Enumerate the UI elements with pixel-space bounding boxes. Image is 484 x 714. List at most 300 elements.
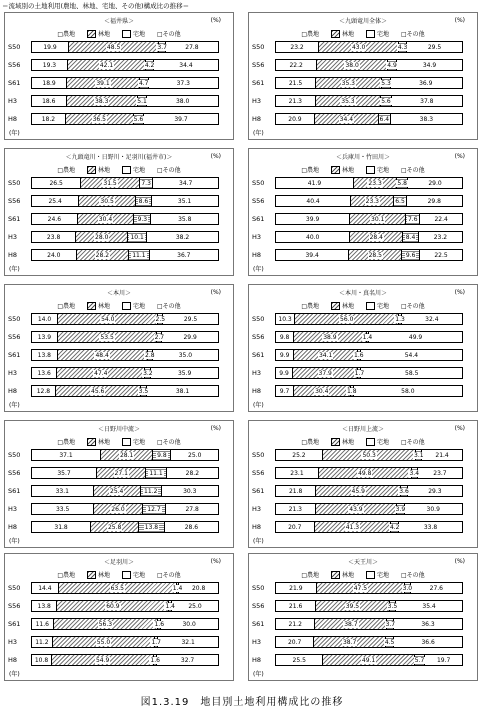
data-label: 13.8 xyxy=(144,523,159,531)
bar-segment-other xyxy=(408,178,462,188)
row-label: S61 xyxy=(252,215,265,223)
bar-segment-farm xyxy=(276,232,350,242)
data-label: 4.3 xyxy=(397,43,408,51)
data-label: 5.7 xyxy=(414,656,425,664)
data-label: 34.4 xyxy=(179,61,193,69)
legend-item xyxy=(122,301,145,310)
data-label: 38.1 xyxy=(175,387,190,395)
data-label: 36.3 xyxy=(421,620,435,628)
data-label: 18.6 xyxy=(42,97,56,105)
bar-segment-forest xyxy=(350,214,406,224)
data-label: 3.4 xyxy=(409,469,420,477)
data-label: 29.5 xyxy=(427,43,442,51)
chart-row xyxy=(5,485,233,497)
legend-label: □その他 xyxy=(401,31,425,38)
legend-item xyxy=(301,301,319,310)
bar-segment-farm xyxy=(32,522,91,532)
stacked-bar xyxy=(31,249,219,261)
data-label: 53.5 xyxy=(100,333,114,341)
legend-item xyxy=(366,165,389,174)
chart-row xyxy=(5,367,233,379)
chart-row xyxy=(5,231,233,243)
bar-segment-farm xyxy=(32,250,77,260)
data-label: 24.6 xyxy=(47,215,62,223)
chart-row xyxy=(249,521,477,533)
data-label: 1.4 xyxy=(362,333,373,341)
legend-label: 林地 xyxy=(97,572,110,579)
stacked-bar xyxy=(275,367,463,379)
bar-segment-other xyxy=(144,114,218,124)
chart-row xyxy=(249,349,477,361)
bar-segment-forest xyxy=(58,332,158,342)
legend-swatch xyxy=(331,571,340,579)
bar-segment-other xyxy=(161,619,217,629)
row-label: H8 xyxy=(252,115,262,123)
data-label: 43.9 xyxy=(349,505,363,513)
bar-segment-urban xyxy=(397,178,408,188)
bar-segment-other xyxy=(411,583,462,593)
bar-segment-other xyxy=(418,468,462,478)
bar-segment-urban xyxy=(129,250,150,260)
data-label: 54.9 xyxy=(95,656,110,664)
data-label: 29.9 xyxy=(183,333,197,341)
bar-segment-other xyxy=(171,450,218,460)
stacked-bar xyxy=(31,582,219,594)
bar-segment-farm xyxy=(32,350,58,360)
bar-segment-other xyxy=(149,78,218,88)
stacked-bar xyxy=(275,249,463,261)
data-label: 19.7 xyxy=(436,656,451,664)
bar-segment-other xyxy=(397,60,462,70)
data-label: 26.5 xyxy=(49,179,63,187)
chart-panel xyxy=(4,420,234,548)
bar-segment-urban xyxy=(406,214,420,224)
row-label: H8 xyxy=(8,115,18,123)
chart-row xyxy=(5,177,233,189)
data-label: 20.9 xyxy=(288,115,302,123)
unit-label: (%) xyxy=(454,425,465,432)
row-label: H3 xyxy=(8,369,18,377)
data-label: 37.8 xyxy=(420,97,434,105)
data-label: 54.0 xyxy=(101,315,115,323)
chart-legend xyxy=(5,165,233,174)
chart-row xyxy=(249,95,477,107)
chart-title: ＜本川・真名川＞ xyxy=(338,290,387,297)
chart-title: ＜日野川上流＞ xyxy=(341,426,384,433)
chart-row xyxy=(5,467,233,479)
bar-segment-farm xyxy=(276,250,349,260)
bar-segment-other xyxy=(392,96,462,106)
bar-segment-other xyxy=(396,601,462,611)
data-label: 36.6 xyxy=(421,638,435,646)
row-label: S56 xyxy=(8,469,21,477)
chart-row xyxy=(5,113,233,125)
stacked-bar xyxy=(275,521,463,533)
row-label: S56 xyxy=(8,197,21,205)
legend-label: □その他 xyxy=(401,303,425,310)
bar-segment-forest xyxy=(319,42,399,52)
bar-segment-farm xyxy=(276,450,323,460)
data-label: 9.8 xyxy=(157,451,167,459)
data-label: 4.9 xyxy=(387,61,397,69)
legend-label: 林地 xyxy=(97,439,110,446)
legend-label: □農地 xyxy=(57,572,75,579)
row-label: H3 xyxy=(252,233,262,241)
bar-segment-other xyxy=(391,78,460,88)
data-label: 33.5 xyxy=(55,505,70,513)
legend-item xyxy=(331,165,354,174)
legend-label: □その他 xyxy=(157,572,181,579)
row-label: S61 xyxy=(8,79,21,87)
bar-segment-other xyxy=(369,332,462,342)
legend-item xyxy=(57,301,75,310)
data-label: 8.4 xyxy=(405,233,416,241)
legend-item xyxy=(401,570,425,579)
legend-label: □農地 xyxy=(57,167,75,174)
data-label: 29.5 xyxy=(183,315,198,323)
data-label: 14.0 xyxy=(37,315,52,323)
x-axis-unit: (年) xyxy=(9,402,20,409)
data-label: 1.6 xyxy=(150,656,160,664)
row-label: H8 xyxy=(252,251,262,259)
bar-segment-urban xyxy=(146,60,154,70)
bar-segment-urban xyxy=(403,232,419,242)
data-label: 49.9 xyxy=(408,333,423,341)
x-axis-unit: (年) xyxy=(9,130,20,137)
legend-label: 宅地 xyxy=(133,31,146,38)
data-label: 12.7 xyxy=(147,505,161,513)
chart-row xyxy=(5,521,233,533)
stacked-bar xyxy=(31,195,219,207)
stacked-bar xyxy=(275,600,463,612)
chart-legend xyxy=(249,301,477,310)
row-label: S56 xyxy=(252,61,265,69)
chart-panel xyxy=(248,553,478,681)
data-label: 35.4 xyxy=(422,602,436,610)
legend-item xyxy=(122,570,145,579)
data-label: 4.2 xyxy=(144,61,155,69)
bar-segment-farm xyxy=(32,655,52,665)
bar-segment-urban xyxy=(397,504,404,514)
bar-segment-urban xyxy=(401,486,408,496)
bar-segment-urban xyxy=(139,522,165,532)
data-label: 3.0 xyxy=(402,584,413,592)
chart-legend xyxy=(249,437,477,446)
bar-segment-forest xyxy=(316,486,401,496)
bar-segment-forest xyxy=(323,450,417,460)
data-label: 11.2 xyxy=(144,487,158,495)
data-label: 58.0 xyxy=(401,387,415,395)
legend-label: □その他 xyxy=(157,31,181,38)
row-label: H3 xyxy=(8,638,18,646)
data-label: 3.5 xyxy=(138,387,149,395)
data-label: 38.3 xyxy=(419,115,434,123)
stacked-bar xyxy=(275,177,463,189)
legend-label: □農地 xyxy=(57,303,75,310)
data-label: 32.4 xyxy=(425,315,439,323)
row-label: S56 xyxy=(8,602,21,610)
data-label: 13.6 xyxy=(37,369,51,377)
legend-label: □その他 xyxy=(401,439,425,446)
legend-item xyxy=(157,301,181,310)
stacked-bar xyxy=(31,113,219,125)
bar-segment-other xyxy=(172,601,218,611)
chart-row xyxy=(5,77,233,89)
chart-title: ＜本川＞ xyxy=(106,290,131,297)
legend-swatch xyxy=(87,166,96,174)
chart-legend xyxy=(249,570,477,579)
data-label: 35.1 xyxy=(177,197,192,205)
chart-title: ＜九頭竜川全体＞ xyxy=(338,18,387,25)
bar-segment-other xyxy=(407,196,462,206)
row-label: S50 xyxy=(252,43,265,51)
chart-title: ＜兵庫川・竹田川＞ xyxy=(335,154,390,161)
bar-segment-other xyxy=(354,386,462,396)
chart-panel xyxy=(248,148,478,276)
x-axis-unit: (年) xyxy=(9,266,20,273)
bar-segment-forest xyxy=(354,178,397,188)
legend-label: 宅地 xyxy=(133,167,146,174)
legend-swatch xyxy=(366,438,375,446)
data-label: 9.9 xyxy=(279,351,290,359)
legend-item xyxy=(157,29,181,38)
chart-panel xyxy=(248,420,478,548)
chart-row xyxy=(249,636,477,648)
data-label: 28.2 xyxy=(185,469,200,477)
stacked-bar xyxy=(275,467,463,479)
data-label: 25.4 xyxy=(110,487,124,495)
legend-label: □農地 xyxy=(301,303,319,310)
data-label: 38.0 xyxy=(175,97,190,105)
legend-label: □農地 xyxy=(57,31,75,38)
data-label: 25.8 xyxy=(107,523,122,531)
bar-segment-farm xyxy=(32,637,53,647)
bar-segment-forest xyxy=(58,350,148,360)
bar-segment-forest xyxy=(316,78,382,88)
bar-segment-forest xyxy=(57,601,169,611)
data-label: 28.1 xyxy=(119,451,134,459)
legend-label: 林地 xyxy=(341,31,354,38)
data-label: 21.9 xyxy=(289,584,303,592)
bar-segment-urban xyxy=(387,619,394,629)
bar-segment-urban xyxy=(379,114,391,124)
bar-segment-forest xyxy=(68,60,146,70)
bar-segment-forest xyxy=(294,332,366,342)
chart-row xyxy=(5,636,233,648)
data-label: 30.4 xyxy=(315,387,329,395)
stacked-bar xyxy=(31,618,219,630)
bar-segment-forest xyxy=(91,522,139,532)
bar-segment-farm xyxy=(276,114,315,124)
data-label: 48.4 xyxy=(95,351,109,359)
bar-segment-farm xyxy=(32,60,68,70)
legend-item xyxy=(87,165,110,174)
data-label: 5.3 xyxy=(381,79,391,87)
stacked-bar xyxy=(31,41,219,53)
chart-row xyxy=(249,113,477,125)
legend-swatch xyxy=(87,30,96,38)
legend-label: □その他 xyxy=(401,572,425,579)
data-label: 42.1 xyxy=(99,61,114,69)
stacked-bar xyxy=(275,95,463,107)
legend-label: □その他 xyxy=(401,167,425,174)
data-label: 25.0 xyxy=(188,602,202,610)
row-label: S56 xyxy=(252,333,265,341)
bar-segment-other xyxy=(394,619,462,629)
row-label: S50 xyxy=(252,451,265,459)
data-label: 4.2 xyxy=(389,523,400,531)
data-label: 38.7 xyxy=(344,620,358,628)
data-label: 30.3 xyxy=(183,487,197,495)
x-axis-unit: (年) xyxy=(253,538,264,545)
data-label: 4.7 xyxy=(138,79,149,87)
bar-segment-farm xyxy=(276,601,316,611)
row-label: S50 xyxy=(252,179,265,187)
bar-segment-urban xyxy=(128,232,147,242)
bar-segment-farm xyxy=(32,450,101,460)
row-label: H8 xyxy=(8,656,18,664)
bar-segment-farm xyxy=(276,468,319,478)
legend-item xyxy=(331,570,354,579)
data-label: 25.0 xyxy=(188,451,202,459)
data-label: 35.3 xyxy=(341,79,355,87)
data-label: 1.6 xyxy=(154,620,165,628)
data-label: 48.5 xyxy=(106,43,121,51)
bar-segment-farm xyxy=(276,42,319,52)
bar-segment-urban xyxy=(159,42,166,52)
bar-segment-forest xyxy=(293,368,358,378)
data-label: 3.5 xyxy=(387,602,398,610)
data-label: 30.0 xyxy=(182,620,196,628)
data-label: 3.7 xyxy=(157,43,167,51)
chart-row xyxy=(5,41,233,53)
unit-label: (%) xyxy=(454,289,465,296)
bar-segment-other xyxy=(361,350,462,360)
data-label: 1.8 xyxy=(346,387,357,395)
row-label: S56 xyxy=(252,197,265,205)
row-label: S61 xyxy=(8,351,21,359)
data-label: 28.0 xyxy=(95,233,109,241)
data-label: 36.9 xyxy=(419,79,433,87)
data-label: 35.7 xyxy=(57,469,71,477)
stacked-bar xyxy=(31,654,219,666)
stacked-bar xyxy=(275,618,463,630)
data-label: 49.8 xyxy=(358,469,372,477)
stacked-bar xyxy=(275,213,463,225)
stacked-bar xyxy=(31,349,219,361)
data-label: 21.5 xyxy=(288,79,303,87)
unit-label: (%) xyxy=(210,425,221,432)
data-label: 39.7 xyxy=(174,115,188,123)
data-label: 10.3 xyxy=(278,315,292,323)
bar-segment-forest xyxy=(94,486,141,496)
bar-segment-farm xyxy=(276,214,350,224)
data-label: 6.5 xyxy=(395,197,405,205)
data-label: 18.2 xyxy=(41,115,56,123)
data-label: 21.8 xyxy=(288,487,303,495)
bar-segment-farm xyxy=(32,42,69,52)
legend-label: 宅地 xyxy=(133,572,146,579)
data-label: 20.7 xyxy=(287,638,302,646)
data-label: 55.0 xyxy=(96,638,111,646)
data-label: 41.3 xyxy=(345,523,360,531)
stacked-bar xyxy=(275,582,463,594)
bar-segment-forest xyxy=(67,96,138,106)
chart-row xyxy=(5,331,233,343)
data-label: 37.9 xyxy=(318,369,332,377)
bar-segment-farm xyxy=(32,332,58,342)
data-label: 30.4 xyxy=(98,215,113,223)
stacked-bar xyxy=(275,195,463,207)
legend-label: □農地 xyxy=(301,572,319,579)
data-label: 39.1 xyxy=(96,79,110,87)
stacked-bar xyxy=(275,59,463,71)
stacked-bar xyxy=(275,313,463,325)
data-label: 13.8 xyxy=(37,351,51,359)
row-label: H3 xyxy=(8,505,18,513)
bar-segment-farm xyxy=(32,386,56,396)
legend-item xyxy=(301,29,319,38)
legend-swatch xyxy=(366,30,375,38)
bar-segment-urban xyxy=(382,78,392,88)
legend-label: 宅地 xyxy=(377,572,390,579)
chart-panel xyxy=(248,284,478,412)
chart-row xyxy=(5,195,233,207)
legend-item xyxy=(87,29,110,38)
row-label: S56 xyxy=(252,469,265,477)
data-label: 32.7 xyxy=(180,656,195,664)
data-label: 9.6 xyxy=(405,251,416,259)
figure-caption: 図1.3.19 地目別土地利用構成比の推移 xyxy=(140,697,344,708)
data-label: 25.4 xyxy=(48,197,62,205)
data-label: 3.7 xyxy=(385,620,396,628)
legend-swatch xyxy=(331,438,340,446)
chart-legend xyxy=(249,165,477,174)
data-label: 1.7 xyxy=(151,638,161,646)
bar-segment-forest xyxy=(315,619,387,629)
legend-item xyxy=(366,437,389,446)
data-label: 25.2 xyxy=(292,451,306,459)
data-label: 3.2 xyxy=(143,369,153,377)
row-label: S61 xyxy=(8,215,21,223)
data-label: 18.9 xyxy=(42,79,56,87)
x-axis-unit: (年) xyxy=(253,266,264,273)
bar-segment-forest xyxy=(76,232,128,242)
stacked-bar xyxy=(31,636,219,648)
legend-item xyxy=(301,437,319,446)
data-label: 34.9 xyxy=(422,61,437,69)
legend-item xyxy=(87,570,110,579)
legend-item xyxy=(331,29,354,38)
legend-label: 林地 xyxy=(341,572,354,579)
data-label: 13.8 xyxy=(37,602,51,610)
x-axis-unit: (年) xyxy=(253,671,264,678)
legend-swatch xyxy=(122,438,131,446)
bar-segment-urban xyxy=(381,96,391,106)
bar-segment-farm xyxy=(32,232,76,242)
data-label: 33.8 xyxy=(423,523,438,531)
data-label: 1.4 xyxy=(165,602,175,610)
data-label: 28.2 xyxy=(95,251,110,259)
chart-row xyxy=(249,367,477,379)
data-label: 35.3 xyxy=(341,97,355,105)
bar-segment-other xyxy=(402,314,462,324)
legend-label: □農地 xyxy=(301,439,319,446)
chart-title: ＜足羽川＞ xyxy=(103,559,134,566)
data-label: 40.4 xyxy=(306,197,320,205)
row-label: H8 xyxy=(8,387,18,395)
stacked-bar xyxy=(31,77,219,89)
